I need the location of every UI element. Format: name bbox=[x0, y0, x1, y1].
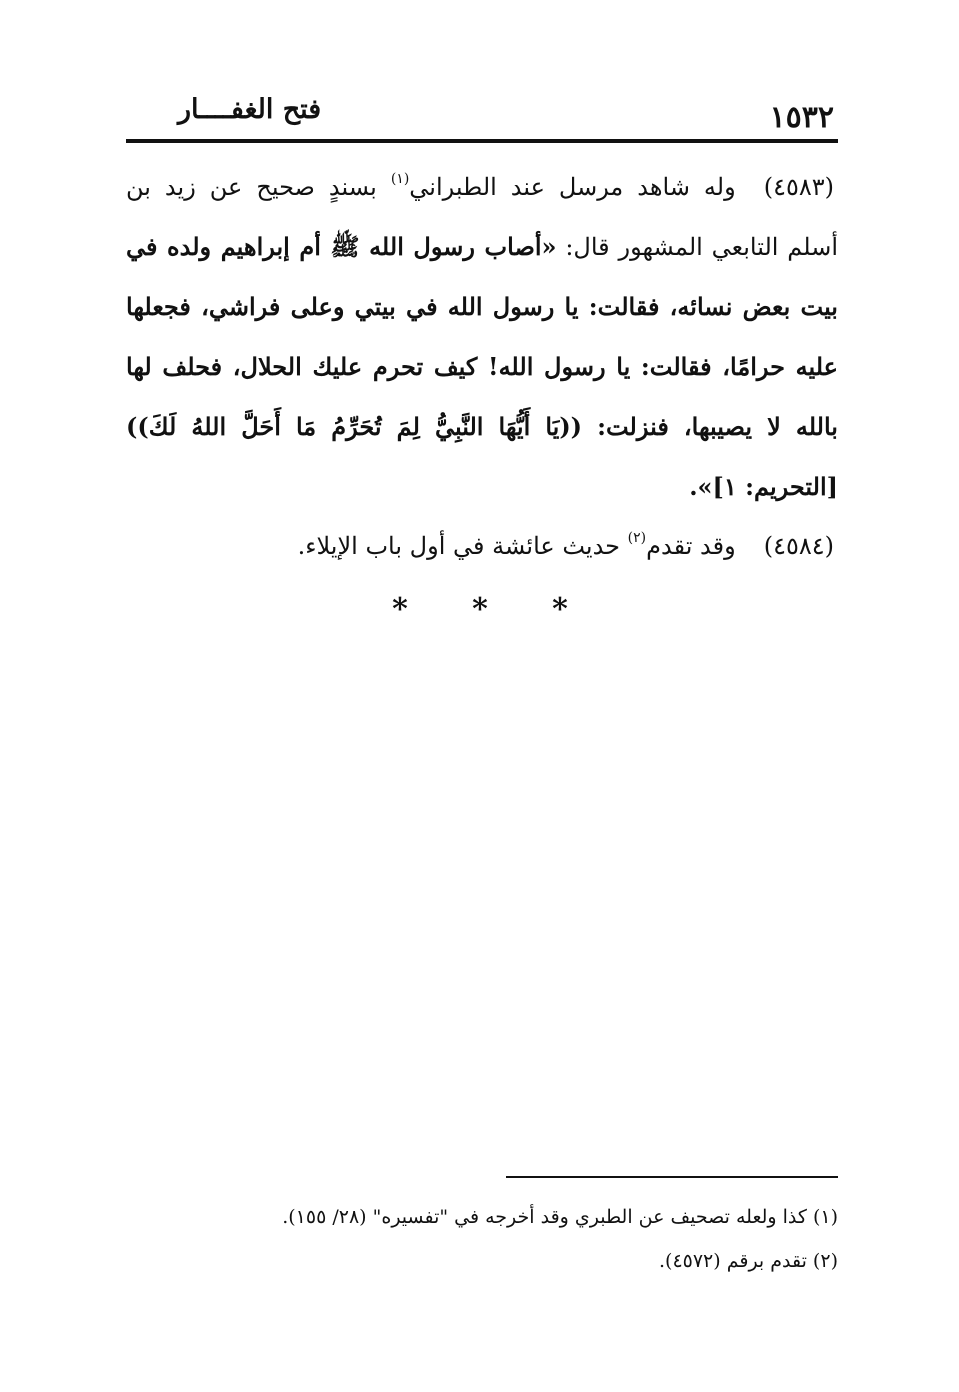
footnote-2: (٢) تقدم برقم (٤٥٧٢). bbox=[658, 1250, 838, 1272]
hadith-text: بسندٍ صحيح عن زيد بن أسلم التابعي المشهور قال: bbox=[126, 173, 839, 261]
page-number: ١٥٣٢ bbox=[769, 100, 834, 135]
footnote-ref: (١) bbox=[390, 171, 410, 187]
hadith-4583 bbox=[126, 158, 838, 517]
hadith-intro: وقد تقدم bbox=[646, 532, 736, 560]
hadith-quote: «أصاب رسول الله ﷺ أم إبراهيم ولده في بيت بعض نسائه، فقالت: يا رسول الله في بيتي وعلى فراشي، فجعلها عليه حرامًا، فقالت: يا رسول الله! كيف تحرم عليك الحلال، فحلف لها بالله لا يصيبها، فنزلت: ((يَا أَيُّهَا النَّبِيُّ لِمَ تُحَرِّمُ مَا أَحَلَّ اللهُ لَكَ)) [التحريم: ١]». bbox=[126, 232, 838, 501]
footnote-ref: (٢) bbox=[627, 530, 647, 546]
footnote-rule bbox=[506, 1176, 838, 1178]
hadith-4584 bbox=[126, 517, 838, 576]
hadith-text: حديث عائشة في أول باب الإيلاء. bbox=[297, 532, 628, 560]
separator-star: * bbox=[552, 592, 568, 627]
hadith-intro: وله شاهد مرسل عند الطبراني bbox=[409, 173, 736, 201]
hadith-number: (٤٥٨٣) bbox=[763, 173, 834, 201]
footnote-1: (١) كذا ولعله تصحيف عن الطبري وقد أخرجه في "تفسيره" (٢٨/ ١٥٥). bbox=[282, 1206, 838, 1228]
running-title: فتح الغفــــار bbox=[178, 94, 322, 125]
footnotes bbox=[126, 1195, 838, 1283]
main-text bbox=[126, 158, 838, 576]
separator-star: * bbox=[472, 592, 488, 627]
hadith-number: (٤٥٨٤) bbox=[763, 532, 834, 560]
separator-star: * bbox=[392, 592, 408, 627]
header-rule bbox=[126, 139, 838, 143]
section-separator bbox=[380, 592, 580, 627]
page-header bbox=[126, 92, 838, 142]
